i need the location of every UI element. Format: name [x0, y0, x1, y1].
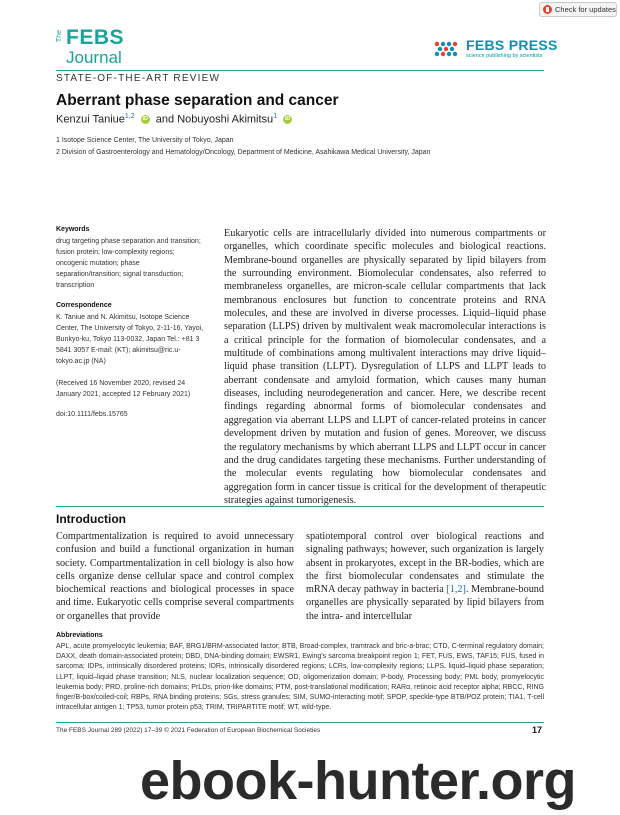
author-line — [56, 113, 295, 126]
febs-press-name: FEBS PRESS — [466, 37, 558, 53]
orcid-icon[interactable]: iD — [284, 116, 291, 123]
affiliation-1: 1 Isotope Science Center, The University of Tokyo, Japan — [56, 137, 234, 144]
correspondence-text: K. Taniue and N. Akimitsu, Isotope Science Center, The University of Tokyo, 2-11-16, Yayoi, Bunkyo-ku, Tokyo 113-0032, Japan Tel.: +81 3 5841 3057 E-mail: (KT); akimitsu@ric.u-tokyo.ac.jp (NA) — [56, 314, 204, 365]
journal-logo-the: The — [56, 30, 63, 43]
abstract-text: Eukaryotic cells are intracellularly divided into numerous compartments or organelles, which coordinate specific molecules and biological reactions. Membrane-bound organelles are physically separated by lipid bilayers from the surrounding environment. Biomolecular condensates, also referred to membraneless organelles, are micron-scale cellular compartments that lack membranous enclosures but function to concentrate proteins and RNA molecules, and these are involved in diverse processes. Liquid–liquid phase separation (LLPS) driven by multivalent weak macromolecular interactions is a critical principle for the formation of biomolecular condensates, and a multitude of combinations among multivalent interactions may drive liquid–liquid phase transition (LLPT). Dysregulation of LLPS and LLPT leads to aberrant condensate and amyloid formation, which causes many human diseases, including neurodegeneration and cancer. Here, we describe recent findings regarding abnormal forms of biomolecular condensates and aggregation via aberrant LLPS and LLPT of cancer-related proteins in cancer development driven by mutation and fusion of genes. Moreover, we discuss the regulatory mechanisms by which aberrant LLPS and LLPT occur in cancer and the drug candidates targeting these mechanisms. Further understanding of the molecular events regulating how biomolecular condensates and aggregation form in cancer tissue is critical for the development of therapeutic strategies against tumorigenesis. — [224, 228, 546, 506]
abbreviations-text: APL, acute promyelocytic leukemia; BAF, BRG1/BRM-associated factor; BTB, Broad-complex, tramtrack and bric-a-brac; CTD, C-terminal regulatory domain; DAXX, death domain-associated protein; DBD, DNA-binding domain; EWSR1, Ewing's sarcoma breakpoint region 1; FET, FUS, EWS, TAF15; FUS, fused in sarcoma; IDPs, intrinsically disordered proteins; IDRs, intrinsically disordered regions; LCRs, low-complexity regions; LLPS, liquid–liquid phase separation; LLPT, liquid–liquid phase transition; NLS, nuclear localization sequence; OD, oligomerization domain; P-body, Processing body; PML body, promyelocytic leukemia body; PRD, proline-rich domains; PrLDs, prion-like domains; PTM, post-translational modification; RARα, retinoic acid receptor alpha; RBCC, RING finger/B-box/coiled-coil; RBPs, RNA binding proteins; SGs, stress granules; SIM, SUMO-interacting motif; SPOP, speckle-type BTB/POZ protein; TIA1, T-cell intracellular antigen 1; TP53, tumor protein p53; TRIM, TRIPARTITE motif; WT, wild-type. — [56, 643, 544, 712]
author-name[interactable]: Nobuyoshi Akimitsu — [177, 113, 274, 126]
page-number: 17 — [532, 725, 543, 735]
affiliation-sup: 1,2 — [124, 113, 135, 120]
affiliation-sup: 1 — [273, 113, 278, 120]
author-conjunction: and — [155, 113, 175, 126]
author-name[interactable]: Kenzui Taniue — [56, 113, 125, 126]
introduction-heading: Introduction — [56, 512, 126, 526]
introduction-divider — [56, 506, 544, 507]
column-2-text-rest: . Membrane-bound organelles are physically separated by lipid bilayers from the intra- and intercellular — [306, 584, 544, 622]
febs-press-tagline: science publishing by scientists — [466, 53, 543, 59]
section-label: STATE-OF-THE-ART REVIEW — [56, 73, 221, 84]
watermark: ebook-hunter.org — [140, 751, 576, 811]
article-title: Aberrant phase separation and cancer — [56, 92, 339, 109]
abbreviations-heading: Abbreviations — [56, 632, 103, 639]
update-icon — [543, 5, 552, 14]
column-2-text: spatiotemporal control over biological reactions and signaling pathways; however, such organization is largely absent in prokaryotes, except in the BR-bodies, which are the first biomolecular condensates and stimulate the mRNA decay pathway in bacteria — [306, 531, 544, 596]
received-dates: (Received 16 November 2020, revised 24 January 2021, accepted 12 February 2021) — [56, 380, 191, 398]
introduction-column-2 — [306, 530, 544, 623]
check-for-updates-button[interactable] — [539, 2, 617, 17]
correspondence-heading: Correspondence — [56, 302, 112, 309]
keywords-text: drug targeting phase separation and transition; fusion protein; low-complexity regions; oncogenic mutation; phase separation/transition; signal transduction; transcription — [56, 238, 201, 289]
affiliation-2: 2 Division of Gastroenterology and Hematology/Oncology, Department of Medicine, Asahikawa Medical University, Japan — [56, 149, 431, 156]
footer-citation: The FEBS Journal 289 (2022) 17–39 © 2021 Federation of European Biochemical Societies — [56, 727, 321, 734]
febs-press-logo-icon — [432, 38, 462, 60]
doi-link[interactable]: doi:10.1111/febs.15765 — [56, 411, 128, 418]
check-for-updates-label: Check for updates — [555, 5, 616, 14]
keywords-heading: Keywords — [56, 226, 90, 233]
header-divider — [56, 70, 544, 71]
citation-link[interactable]: [1,2] — [446, 584, 466, 596]
orcid-icon[interactable]: iD — [142, 116, 148, 123]
journal-logo-journal: Journal — [66, 48, 122, 67]
footer-divider — [56, 722, 544, 723]
journal-logo-febs: FEBS — [66, 26, 125, 49]
introduction-column-1: Compartmentalization is required to avoid unnecessary confusion and build a functional organization in human society. Compartmentalization in cell biology is also how cells organize dense cellular space and control complex biochemical reactions and biological processes in space and time. Eukaryotic cells comprise several compartments or organelles that provide — [56, 531, 294, 622]
